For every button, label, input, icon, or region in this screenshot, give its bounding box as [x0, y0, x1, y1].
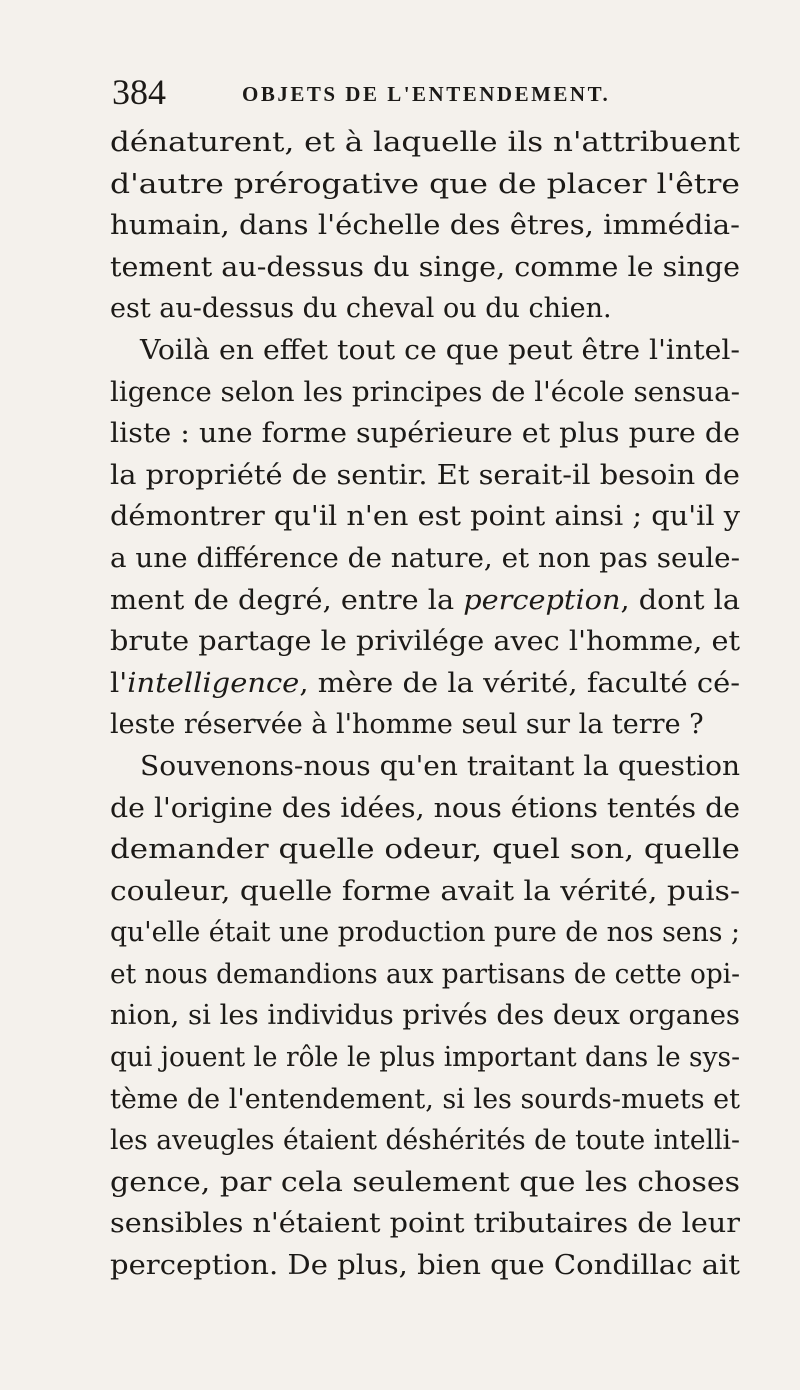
paragraph-start-line: Souvenons-nous qu'en traitant la question [140, 750, 740, 782]
text-line: tème de l'entendement, si les sourds-muets et [110, 1083, 740, 1115]
text-line: démontrer qu'il n'en est point ainsi ; qu'il y [110, 501, 740, 533]
text-line: brute partage le privilége avec l'homme, et [110, 626, 740, 658]
paragraph-start-line: Voilà en effet tout ce que peut être l'intel- [140, 334, 740, 366]
line-with-italic: l'intelligence, mère de la vérité, faculté cé- [110, 667, 740, 699]
text-line: est au-dessus du cheval ou du chien. [110, 293, 612, 325]
text-line: la propriété de sentir. Et serait-il besoin de [110, 459, 740, 491]
line-with-italic: ment de degré, entre la perception, dont la [110, 584, 740, 616]
text-line: qu'elle était une production pure de nos sens ; [110, 917, 740, 949]
italic-term: intelligence [127, 667, 300, 699]
text-line: a une différence de nature, et non pas seule- [110, 542, 740, 574]
italic-term: perception [463, 584, 621, 616]
text-line: perception. De plus, bien que Condillac ait [110, 1250, 740, 1282]
text-line: couleur, quelle forme avait la vérité, puis- [110, 875, 740, 907]
text-line [110, 663, 740, 705]
text-line: d'autre prérogative que de placer l'être [110, 168, 740, 200]
text-line: nion, si les individus privés des deux organes [110, 1000, 740, 1032]
page-header [112, 68, 712, 118]
body-text [110, 122, 740, 1287]
text-line: dénaturent, et à laquelle ils n'attribuent [110, 127, 740, 158]
text-line [110, 580, 740, 622]
text-line: qui jouent le rôle le plus important dans le sys- [110, 1042, 740, 1074]
text-line: les aveugles étaient déshérités de toute intelli- [110, 1125, 740, 1157]
text-line: tement au-dessus du singe, comme le singe [110, 251, 740, 283]
text-line: leste réservée à l'homme seul sur la terre ? [110, 709, 704, 741]
text-line: de l'origine des idées, nous étions tentés de [110, 792, 740, 824]
text-line: humain, dans l'échelle des êtres, immédia- [110, 210, 740, 242]
page-number: 384 [112, 72, 166, 112]
text-line: ligence selon les principes de l'école sensua- [110, 376, 740, 408]
text-line: liste : une forme supérieure et plus pure de [110, 418, 740, 450]
text-line: gence, par cela seulement que les choses [110, 1166, 740, 1198]
text-line: et nous demandions aux partisans de cette opi- [110, 958, 740, 990]
text-line: demander quelle odeur, quel son, quelle [110, 834, 740, 866]
text-line: sensibles n'étaient point tributaires de leur [110, 1208, 740, 1240]
running-title: OBJETS DE L'ENTENDEMENT. [242, 82, 611, 106]
